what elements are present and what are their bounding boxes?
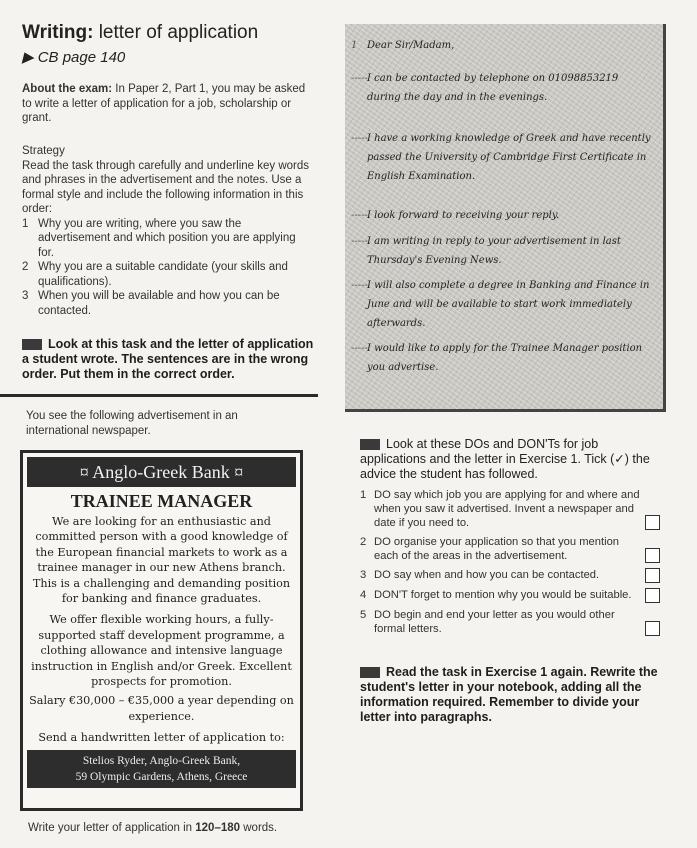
bank-name-banner: ¤ Anglo-Greek Bank ¤: [27, 457, 296, 487]
letter-paragraph: ----- I would like to apply for the Trainee Manager position you advertise.: [351, 343, 643, 373]
tick-box[interactable]: [645, 515, 660, 530]
tick-box[interactable]: [645, 568, 660, 583]
exercise-number-badge: [360, 439, 380, 450]
exercise-1-instructions: Look at this task and the letter of application a student wrote. The sentences are in the wrong order. Put them in the correct order.: [22, 337, 314, 381]
strategy-item: 3 When you will be available and how you can be contacted.: [22, 290, 280, 317]
strategy-item: 1 Why you are writing, where you saw the advertisement and which position you are applying for.: [22, 217, 296, 259]
strategy-section: [22, 144, 314, 318]
exercise-number-badge: [360, 667, 380, 678]
letter-paragraph: ----- I look forward to receiving your reply.: [351, 210, 560, 221]
page-title: [22, 22, 258, 44]
coursebook-page-ref: ▶ CB page 140: [22, 49, 126, 66]
advert-paragraph-1: We are looking for an enthusiastic and committed person with a good knowledge of the European financial markets to work as a trainee manager in our new Athens branch. This is a challenging and demanding position for banking and finance graduates.: [32, 515, 291, 606]
strategy-list: [22, 217, 314, 319]
advice-item: 5 DO begin and end your letter as you would other formal letters.: [360, 608, 660, 636]
exercise-2-instructions: Look at these DOs and DON'Ts for job applications and the letter in Exercise 1. Tick (✓) the advice the student has followed.: [360, 437, 650, 481]
dos-and-donts-list: [360, 488, 660, 641]
strategy-intro: Read the task through carefully and underline key words and phrases in the advertisement and the notes. Use a formal style and include the following information in this order:: [22, 159, 310, 215]
letter-paragraph: ----- I am writing in reply to your advertisement in last Thursday's Evening News.: [351, 236, 621, 266]
advice-item: 3 DO say when and how you can be contacted.: [360, 568, 660, 583]
exercise-number-badge: [22, 339, 42, 350]
section-divider: [0, 394, 318, 397]
title-rest: letter of application: [93, 22, 259, 43]
advert-address: Stelios Ryder, Anglo-Greek Bank, 59 Olympic Gardens, Athens, Greece: [27, 750, 296, 788]
student-letter: [345, 24, 666, 412]
about-exam: About the exam: In Paper 2, Part 1, you may be asked to write a letter of application for a job, scholarship or grant.: [22, 83, 306, 124]
letter-paragraph: ----- I can be contacted by telephone on 01098853219 during the day and in the evenings.: [351, 73, 619, 103]
position-title: TRAINEE MANAGER: [70, 491, 253, 511]
job-advertisement: [20, 450, 303, 811]
letter-paragraph: ----- I have a working knowledge of Greek and have recently passed the University of Cambridge First Certificate in English Examination.: [351, 133, 651, 182]
advert-salary: Salary €30,000 – €35,000 a year depending on experience.: [29, 694, 294, 723]
exercise-3-instructions: Read the task in Exercise 1 again. Rewrite the student's letter in your notebook, adding all the information required. Remember to divide your letter into paragraphs.: [360, 665, 658, 724]
word-limit: Write your letter of application in 120–180 words.: [28, 822, 278, 834]
title-bold: Writing:: [22, 22, 94, 43]
tick-box[interactable]: [645, 588, 660, 603]
tick-box[interactable]: [645, 548, 660, 563]
advert-paragraph-2: We offer flexible working hours, a fully-supported staff development programme, a clothing allowance and intensive language instruction in English and/or Greek. Excellent prospects for promotion.: [31, 613, 292, 689]
advert-send-instruction: Send a handwritten letter of application to:: [38, 731, 285, 745]
task-intro: You see the following advertisement in an international newspaper.: [26, 410, 238, 437]
advice-item: 1 DO say which job you are applying for and where and when you saw it advertised. Invent a newspaper and date if you need to.: [360, 488, 660, 530]
tick-box[interactable]: [645, 621, 660, 636]
advice-item: 2 DO organise your application so that you mention each of the areas in the advertisement.: [360, 535, 660, 563]
strategy-heading: Strategy: [22, 145, 65, 157]
advice-item: 4 DON'T forget to mention why you would be suitable.: [360, 588, 660, 603]
letter-paragraph: ----- I will also complete a degree in Banking and Finance in June and will be available to start work immediately afterwards.: [351, 280, 650, 329]
strategy-item: 2 Why you are a suitable candidate (your skills and qualifications).: [22, 261, 288, 288]
letter-greeting: 1 Dear Sir/Madam,: [351, 40, 455, 51]
